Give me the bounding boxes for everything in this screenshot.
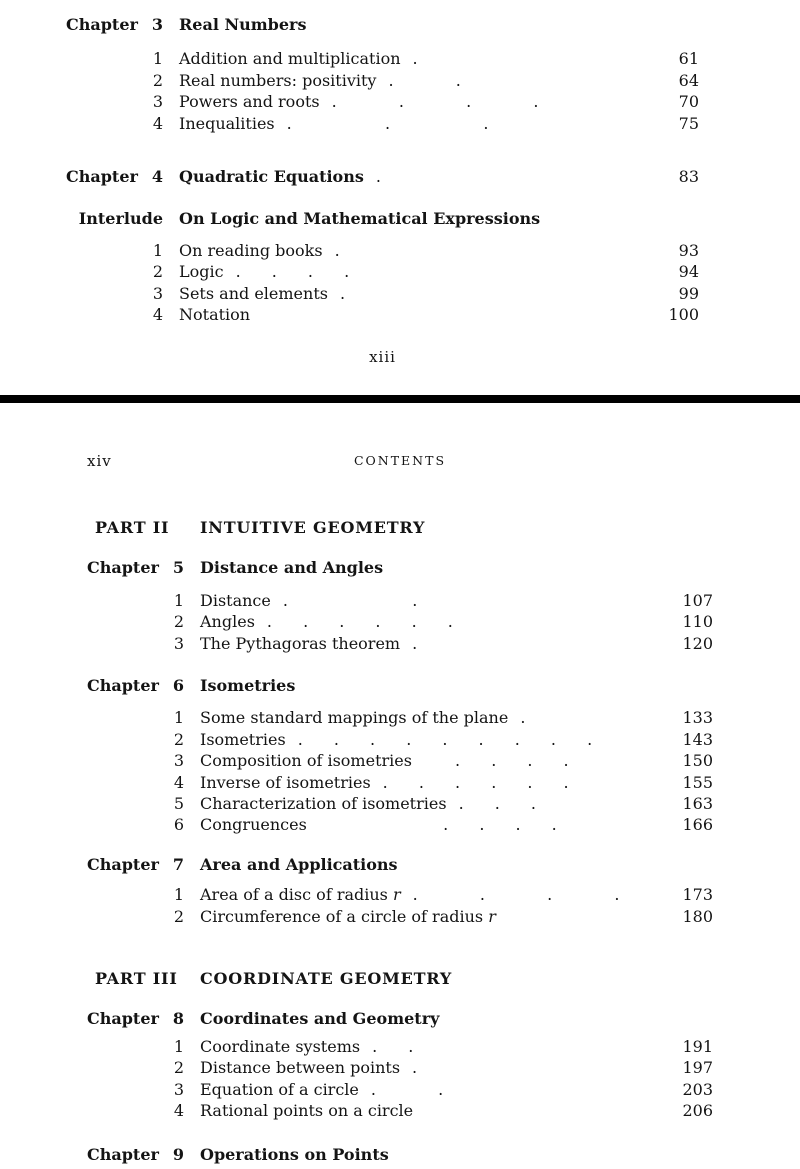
item-title: Inequalities (179, 113, 275, 133)
chapter-label: Chapter (87, 854, 159, 874)
running-header (87, 452, 713, 470)
page-ref: 99 (678, 283, 699, 303)
page-ref: 203 (682, 1079, 713, 1099)
page-ref: 107 (682, 590, 713, 610)
page-ref: 93 (678, 240, 699, 260)
interlude-label: Interlude (78, 209, 163, 229)
toc-item (87, 884, 713, 905)
item-number: 3 (173, 633, 184, 653)
item-number: 4 (173, 772, 184, 792)
running-head-title: CONTENTS (353, 453, 447, 468)
toc-page-xiii (0, 0, 800, 395)
page-ref: 143 (682, 729, 713, 749)
part-heading (87, 517, 713, 538)
item-title: Real numbers: positivity (179, 70, 377, 90)
toc-sections-top (66, 14, 699, 325)
dot-leader: . . (370, 1079, 444, 1099)
page-ref: 163 (682, 794, 713, 814)
dot-leader: . . . (286, 113, 489, 133)
chapter-title: Isometries (200, 676, 296, 696)
page-ref: 180 (682, 906, 713, 926)
chapter-number: 5 (172, 558, 184, 578)
item-title: Addition and multiplication (179, 49, 401, 69)
item-title: Equation of a circle (200, 1079, 359, 1099)
chapter-label: Chapter (66, 167, 138, 187)
chapter-title: Real Numbers (179, 15, 307, 34)
dot-leader: . (412, 633, 418, 653)
item-title: Isometries (200, 729, 286, 749)
item-number: 2 (173, 906, 184, 926)
toc-item (66, 240, 699, 261)
chapter-number: 6 (172, 676, 184, 696)
item-title: Coordinate systems (200, 1036, 361, 1056)
chapter-label: Chapter (66, 15, 138, 34)
page-ref: 173 (682, 885, 713, 905)
item-title: Composition of isometries (200, 751, 412, 771)
section-items (66, 240, 699, 326)
chapter-heading (87, 675, 713, 696)
chapter-heading (87, 1008, 713, 1029)
page-number-xiv: xiv (87, 452, 112, 470)
page-ref: 110 (682, 612, 713, 632)
chapter-label: Chapter (87, 676, 159, 696)
page-ref: 120 (682, 633, 713, 653)
dot-leader: . (339, 283, 346, 303)
item-number: 3 (173, 751, 184, 771)
page-ref: 94 (678, 262, 699, 282)
toc-item (66, 70, 699, 91)
toc-item (66, 304, 699, 325)
page-ref: 166 (682, 815, 713, 835)
dot-leader: . . (282, 590, 418, 610)
item-number: 6 (173, 815, 184, 835)
item-title-italic: r (488, 906, 496, 926)
toc-item (66, 48, 699, 69)
chapter-title: On Logic and Mathematical Expressions (179, 209, 541, 229)
dot-leader: . . . (458, 794, 536, 814)
toc-item (87, 906, 713, 927)
page-ref: 64 (678, 70, 699, 90)
dot-leader: . . . . . . . . . (297, 729, 593, 749)
item-number: 1 (173, 708, 184, 728)
item-number: 4 (152, 113, 163, 133)
item-title: The Pythagoras theorem (200, 633, 401, 653)
section-items (87, 707, 713, 835)
chapter-number: 4 (151, 167, 163, 187)
item-title: Powers and roots (179, 92, 320, 112)
page-ref: 83 (678, 167, 699, 187)
item-title: Characterization of isometries (200, 794, 447, 814)
interlude-heading (66, 208, 699, 229)
chapter-label: Chapter (87, 1008, 159, 1028)
item-title-italic: r (392, 885, 401, 905)
item-title: Rational points on a circle (200, 1101, 414, 1121)
chapter-heading (87, 1144, 713, 1165)
item-number: 3 (152, 283, 163, 303)
toc-item (87, 1036, 713, 1057)
item-title: On reading books (179, 240, 323, 260)
toc-item (66, 91, 699, 112)
page-ref: 133 (682, 708, 713, 728)
chapter-label: Chapter (87, 1144, 159, 1164)
item-title: Area of a disc of radius r (200, 885, 401, 905)
item-title: Distance (200, 590, 271, 610)
dot-leader: . (375, 167, 381, 187)
page-ref: 206 (682, 1101, 713, 1121)
section-items (87, 1036, 713, 1122)
page-ref: 155 (682, 772, 713, 792)
page-ref: 150 (682, 751, 713, 771)
dot-leader: . . . . (235, 262, 350, 282)
item-title: Distance between points (200, 1058, 401, 1078)
section-items (66, 48, 699, 134)
item-number: 2 (173, 612, 184, 632)
chapter-title: Quadratic Equations (179, 167, 364, 187)
page-divider-bar (0, 395, 800, 403)
item-number: 5 (173, 794, 184, 814)
item-title: Sets and elements (179, 283, 328, 303)
part-heading (87, 968, 713, 989)
item-number: 2 (152, 262, 163, 282)
toc-item (87, 729, 713, 750)
page-number-xiii: xiii (369, 348, 396, 367)
part-title: INTUITIVE GEOMETRY (200, 518, 426, 537)
page-ref: 100 (668, 305, 699, 325)
section-items (87, 884, 713, 927)
item-number: 1 (173, 590, 184, 610)
page-ref: 61 (678, 49, 699, 69)
part-label: PART II (95, 518, 170, 537)
item-number: 1 (152, 240, 163, 260)
chapter-label: Chapter (87, 558, 159, 578)
item-number: 3 (152, 92, 163, 112)
section-items (87, 590, 713, 654)
chapter-number: 8 (172, 1008, 184, 1028)
chapter-title: Operations on Points (200, 1144, 389, 1164)
dot-leader: . . . . (423, 751, 569, 771)
toc-item (87, 772, 713, 793)
chapter-number: 9 (172, 1144, 184, 1164)
item-number: 1 (173, 885, 184, 905)
toc-item (87, 633, 713, 654)
item-number: 2 (173, 1058, 184, 1078)
toc-item (87, 611, 713, 632)
toc-item (87, 1079, 713, 1100)
dot-leader: . (520, 708, 526, 728)
chapter-number: 7 (172, 854, 184, 874)
toc-item (66, 283, 699, 304)
item-title: Notation (179, 305, 251, 325)
toc-item (87, 590, 713, 611)
toc-item (87, 814, 713, 835)
toc-item (87, 1057, 713, 1078)
dot-leader: . . (388, 70, 461, 90)
toc-page-xiv (0, 403, 800, 1169)
toc-item (66, 261, 699, 282)
item-title: Some standard mappings of the plane (200, 708, 509, 728)
dot-leader: . (412, 1058, 418, 1078)
dot-leader: . . . . (318, 815, 557, 835)
item-title: Angles (200, 612, 255, 632)
item-number: 4 (173, 1101, 184, 1121)
dot-leader: . . (372, 1036, 414, 1056)
dot-leader: . (334, 240, 340, 260)
item-title: Circumference of a circle of radius r (200, 906, 496, 926)
part-label: PART III (95, 969, 178, 989)
page-ref: 75 (678, 113, 699, 133)
dot-leader: . . . . (331, 92, 539, 112)
item-number: 1 (173, 1036, 184, 1056)
chapter-title: Area and Applications (200, 854, 398, 874)
chapter-heading (66, 166, 699, 187)
item-number: 2 (152, 70, 163, 90)
chapter-heading (87, 854, 713, 875)
item-number: 3 (173, 1079, 184, 1099)
dot-leader: . . . . (412, 885, 620, 905)
part-title: COORDINATE GEOMETRY (200, 969, 453, 989)
item-number: 2 (173, 729, 184, 749)
chapter-title: Coordinates and Geometry (200, 1008, 440, 1028)
toc-sections-bottom (87, 517, 713, 1165)
item-title: Congruences (200, 815, 307, 835)
toc-item (87, 793, 713, 814)
page-ref: 197 (682, 1058, 713, 1078)
chapter-heading (66, 14, 699, 35)
toc-item (87, 750, 713, 771)
toc-item (87, 707, 713, 728)
item-title: Inverse of isometries (200, 772, 371, 792)
dot-leader: . . . . . . (266, 612, 453, 632)
toc-item (87, 1100, 713, 1121)
page-ref: 191 (682, 1036, 713, 1056)
toc-item (66, 113, 699, 134)
item-number: 1 (152, 49, 163, 69)
chapter-heading (87, 557, 713, 578)
item-number: 4 (152, 305, 163, 325)
item-title: Logic (179, 262, 224, 282)
chapter-number: 3 (151, 15, 163, 34)
dot-leader: . (412, 49, 418, 69)
chapter-title: Distance and Angles (200, 558, 384, 578)
page-ref: 70 (678, 92, 699, 112)
dot-leader: . . . . . . (382, 772, 569, 792)
